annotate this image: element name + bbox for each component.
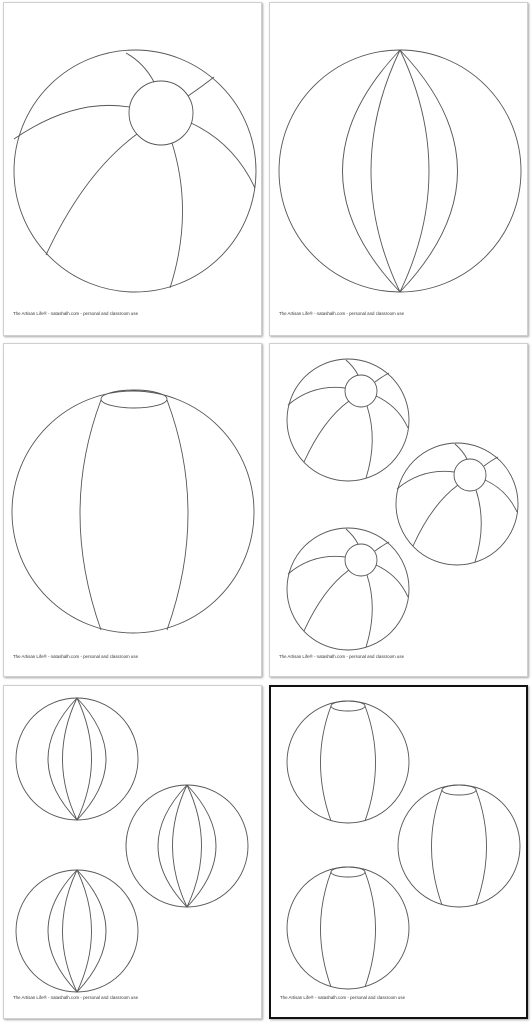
ball-stripe (400, 50, 429, 292)
ball-stripe (371, 50, 400, 292)
ball-stripe (80, 400, 101, 630)
printable-page-1[interactable] (3, 2, 262, 336)
ball-top-ellipse (101, 390, 167, 408)
printable-page-6[interactable] (269, 685, 528, 1019)
ball-outline (12, 391, 254, 633)
small-beach-ball (16, 870, 138, 992)
ball-seam (14, 105, 129, 139)
ball-outline (14, 50, 256, 292)
printable-page-3[interactable] (3, 343, 262, 677)
page-footer: The Artisan Life® - natashalh.com - personal and classroom use (13, 995, 139, 1000)
small-beach-ball (16, 698, 138, 820)
ball-seam (46, 134, 137, 255)
printable-page-5[interactable] (3, 685, 262, 1019)
small-beach-ball (287, 359, 409, 481)
printable-page-2[interactable] (269, 2, 528, 336)
ball-stripe (167, 400, 188, 630)
beach-ball-page-1 (4, 3, 263, 337)
ball-pole-circle (129, 81, 193, 145)
small-beach-ball (287, 867, 409, 989)
ball-outline (279, 50, 521, 292)
small-beach-ball (396, 443, 518, 565)
page-footer: The Artisan Life® - natashalh.com - personal and classroom use (13, 654, 139, 659)
page-footer: The Artisan Life® - natashalh.com - personal and classroom use (13, 311, 139, 316)
ball-seam (126, 53, 154, 82)
small-beach-ball (398, 785, 520, 907)
page-footer: The Artisan Life® - natashalh.com - personal and classroom use (279, 654, 405, 659)
ball-seam (188, 77, 214, 96)
page-footer: The Artisan Life® - natashalh.com - personal and classroom use (279, 311, 405, 316)
small-beach-ball (287, 701, 409, 823)
printable-page-4[interactable] (269, 343, 528, 677)
beach-ball-page-2 (270, 3, 529, 337)
ball-seam (170, 143, 183, 288)
beach-ball-page-3 (4, 344, 263, 678)
small-beach-balls-page-4 (270, 344, 529, 678)
small-beach-ball (126, 785, 248, 907)
small-beach-balls-page-6 (271, 687, 530, 1021)
page-footer: The Artisan Life® - natashalh.com - personal and classroom use (280, 995, 406, 1000)
ball-seam (191, 123, 255, 188)
small-beach-ball (287, 528, 409, 650)
small-beach-balls-page-5 (4, 686, 263, 1020)
